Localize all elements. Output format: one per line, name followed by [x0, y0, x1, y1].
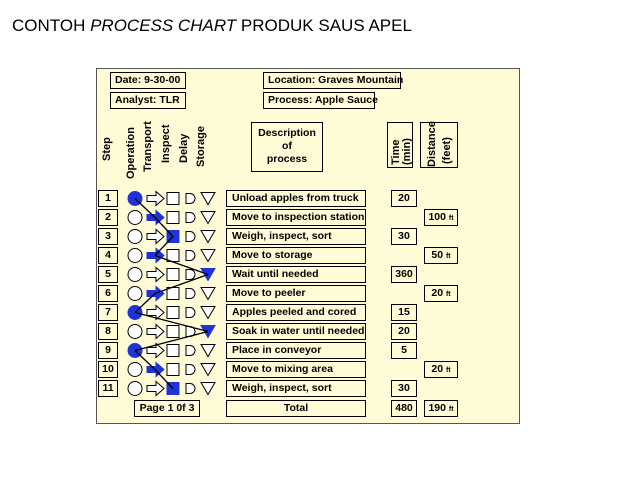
delay-symbol: [186, 213, 195, 223]
operation-symbol: [128, 230, 142, 244]
inspect-symbol: [167, 250, 179, 262]
transport-symbol: [147, 230, 164, 244]
delay-symbol: [186, 194, 195, 204]
time-value: 20: [391, 190, 417, 207]
operation-symbol: [128, 363, 142, 377]
step-description: Weigh, inspect, sort: [226, 380, 366, 397]
step-description: Move to mixing area: [226, 361, 366, 378]
flow-connector-line: [155, 275, 208, 294]
storage-column-header: Storage: [195, 126, 207, 167]
storage-symbol: [201, 231, 215, 243]
inspect-symbol: [167, 269, 179, 281]
page-title: CONTOH PROCESS CHART PRODUK SAUS APEL: [12, 16, 412, 35]
inspect-symbol: [167, 364, 179, 376]
step-description: Move to peeler: [226, 285, 366, 302]
total-distance: 190 ft: [424, 400, 458, 417]
delay-symbol: [186, 308, 195, 318]
analyst-field: Analyst: TLR: [110, 92, 186, 109]
transport-symbol: [147, 382, 164, 396]
delay-symbol: [186, 232, 195, 242]
storage-symbol: [201, 383, 215, 395]
step-description: Weigh, inspect, sort: [226, 228, 366, 245]
step-number: 8: [98, 323, 118, 340]
delay-symbol: [186, 289, 195, 299]
time-value: 30: [391, 228, 417, 245]
storage-symbol: [201, 288, 215, 300]
storage-symbol: [201, 212, 215, 224]
storage-symbol: [201, 364, 215, 376]
distance-value: 100 ft: [424, 209, 458, 226]
step-column-header: Step: [101, 137, 113, 161]
time-column-header: Time (min): [387, 122, 413, 168]
time-value: 20: [391, 323, 417, 340]
step-number: 7: [98, 304, 118, 321]
operation-symbol: [128, 268, 142, 282]
operation-symbol: [128, 211, 142, 225]
step-number: 9: [98, 342, 118, 359]
step-description: Apples peeled and cored: [226, 304, 366, 321]
step-number: 5: [98, 266, 118, 283]
inspect-symbol: [167, 345, 179, 357]
time-value: 360: [391, 266, 417, 283]
time-value: 5: [391, 342, 417, 359]
delay-symbol: [186, 251, 195, 261]
delay-symbol: [186, 365, 195, 375]
operation-symbol: [128, 287, 142, 301]
step-description: Move to inspection station: [226, 209, 366, 226]
delay-column-header: Delay: [178, 133, 190, 163]
process-field: Process: Apple Sauce: [263, 92, 375, 109]
step-description: Wait until needed: [226, 266, 366, 283]
step-description: Place in conveyor: [226, 342, 366, 359]
operation-symbol: [128, 325, 142, 339]
delay-symbol: [186, 384, 195, 394]
flow-connector-line: [155, 256, 208, 275]
time-value: 15: [391, 304, 417, 321]
inspect-symbol: [167, 326, 179, 338]
step-number: 10: [98, 361, 118, 378]
transport-column-header: Transport: [142, 121, 154, 172]
operation-column-header: Operation: [125, 127, 137, 179]
step-number: 2: [98, 209, 118, 226]
inspect-symbol: [167, 193, 179, 205]
transport-symbol: [147, 192, 164, 206]
storage-symbol: [201, 345, 215, 357]
description-column-header: Description of process: [251, 122, 323, 172]
distance-value: 20 ft: [424, 285, 458, 302]
distance-value: 20 ft: [424, 361, 458, 378]
date-field: Date: 9-30-00: [110, 72, 186, 89]
step-number: 4: [98, 247, 118, 264]
operation-symbol: [128, 249, 142, 263]
operation-symbol: [128, 382, 142, 396]
distance-column-header: Distance (feet): [420, 122, 458, 168]
step-number: 11: [98, 380, 118, 397]
step-description: Unload apples from truck: [226, 190, 366, 207]
location-field: Location: Graves Mountain: [263, 72, 401, 89]
inspect-column-header: Inspect: [160, 124, 172, 163]
storage-symbol: [201, 307, 215, 319]
transport-symbol: [147, 325, 164, 339]
step-number: 6: [98, 285, 118, 302]
step-description: Soak in water until needed: [226, 323, 366, 340]
page-indicator: Page 1 0f 3: [134, 400, 200, 417]
step-number: 3: [98, 228, 118, 245]
distance-value: 50 ft: [424, 247, 458, 264]
step-number: 1: [98, 190, 118, 207]
inspect-symbol: [167, 212, 179, 224]
storage-symbol: [201, 250, 215, 262]
total-time: 480: [391, 400, 417, 417]
delay-symbol: [186, 270, 195, 280]
step-description: Move to storage: [226, 247, 366, 264]
inspect-symbol: [167, 307, 179, 319]
storage-symbol: [201, 193, 215, 205]
transport-symbol: [147, 268, 164, 282]
delay-symbol: [186, 346, 195, 356]
inspect-symbol: [167, 288, 179, 300]
total-label: Total: [226, 400, 366, 417]
time-value: 30: [391, 380, 417, 397]
